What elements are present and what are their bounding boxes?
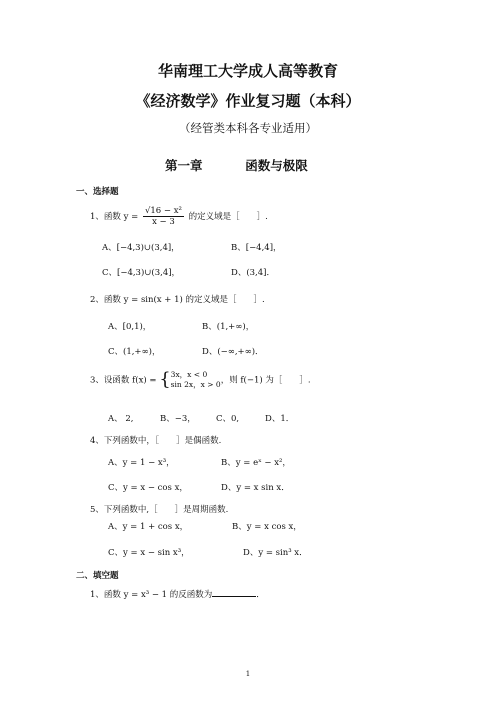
question-4-option-d: D、y = x sin x．	[221, 483, 290, 493]
question-1-fraction	[143, 206, 184, 227]
question-1-numerator: √16 − x²	[144, 206, 182, 216]
question-3-case-2: sin 2x，x > 0	[170, 380, 221, 389]
question-3-case-1: 3x，x < 0	[170, 370, 208, 379]
question-1-suffix: 的定义域是［ ］.	[185, 212, 268, 222]
chapter-name: 函数与极限	[245, 158, 308, 173]
question-2-option-a: A、[0,1)，	[108, 322, 152, 332]
document-title: 华南理工大学成人高等教育	[157, 62, 338, 80]
document-subtitle-course: 《经济数学》作业复习题（本科）	[135, 92, 361, 110]
question-2-option-d: D、(−∞,+∞)．	[202, 347, 264, 357]
question-1-option-d: D、(3,4]．	[231, 268, 275, 278]
question-3-prefix: 3、设函数 f(x) =	[90, 375, 160, 386]
question-4-option-b: B、y = eˣ − x²，	[221, 458, 291, 468]
section-heading-choice: 一、选择题	[76, 187, 119, 197]
question-1-denominator: x − 3	[152, 217, 175, 227]
question-1-prefix: 1、函数 y =	[90, 212, 141, 222]
question-3-stem	[90, 370, 311, 390]
question-2-option-c: C、(1,+∞)，	[108, 347, 161, 357]
question-5-option-d: D、y = sin³ x．	[243, 548, 308, 558]
question-3-option-c: C、0,	[216, 414, 240, 424]
fill-question-1-text: 1、函数 y = x³ − 1 的反函数为	[90, 590, 213, 600]
page-number: 1	[245, 670, 251, 678]
question-5-stem: 5、下列函数中,［ ］是周期函数.	[90, 505, 229, 515]
question-3-suffix: ，则 f(−1) 为［ ］.	[220, 375, 311, 386]
question-2-stem: 2、函数 y = sin(x + 1) 的定义域是［ ］.	[90, 295, 265, 305]
question-3-cases	[171, 370, 221, 390]
question-3-option-d: D、1．	[265, 414, 295, 424]
chapter-heading	[165, 156, 308, 174]
question-4-option-a: A、y = 1 − x³，	[108, 458, 175, 468]
question-2-option-b: B、(1,+∞)，	[202, 322, 255, 332]
question-1-stem	[90, 206, 268, 227]
question-1-option-b: B、[−4,4]，	[231, 243, 282, 253]
question-1-option-c: C、[−4,3)∪(3,4]，	[102, 268, 181, 278]
question-1-option-a: A、[−4,3)∪(3,4]，	[102, 243, 180, 253]
chapter-number: 第一章	[165, 158, 203, 173]
question-5-option-b: B、y = x cos x，	[232, 522, 302, 532]
question-3-option-a: A、 2,	[108, 414, 134, 424]
question-3-option-b: B、−3，	[160, 414, 196, 424]
section-heading-fill-in: 二、填空题	[76, 571, 119, 581]
question-4-option-c: C、y = x − cos x，	[108, 483, 188, 493]
left-brace-icon: {	[159, 369, 171, 390]
question-5-option-c: C、y = x − sin x³，	[108, 548, 190, 558]
question-4-stem: 4、下列函数中，［ ］是偶函数.	[90, 436, 222, 446]
document-audience-note: （经管类本科各专业适用）	[179, 121, 317, 135]
fill-question-1	[90, 588, 265, 600]
question-5-option-a: A、y = 1 + cos x，	[108, 522, 189, 532]
fill-question-1-blank[interactable]	[212, 588, 256, 597]
fill-question-1-suffix: ．	[256, 590, 265, 600]
